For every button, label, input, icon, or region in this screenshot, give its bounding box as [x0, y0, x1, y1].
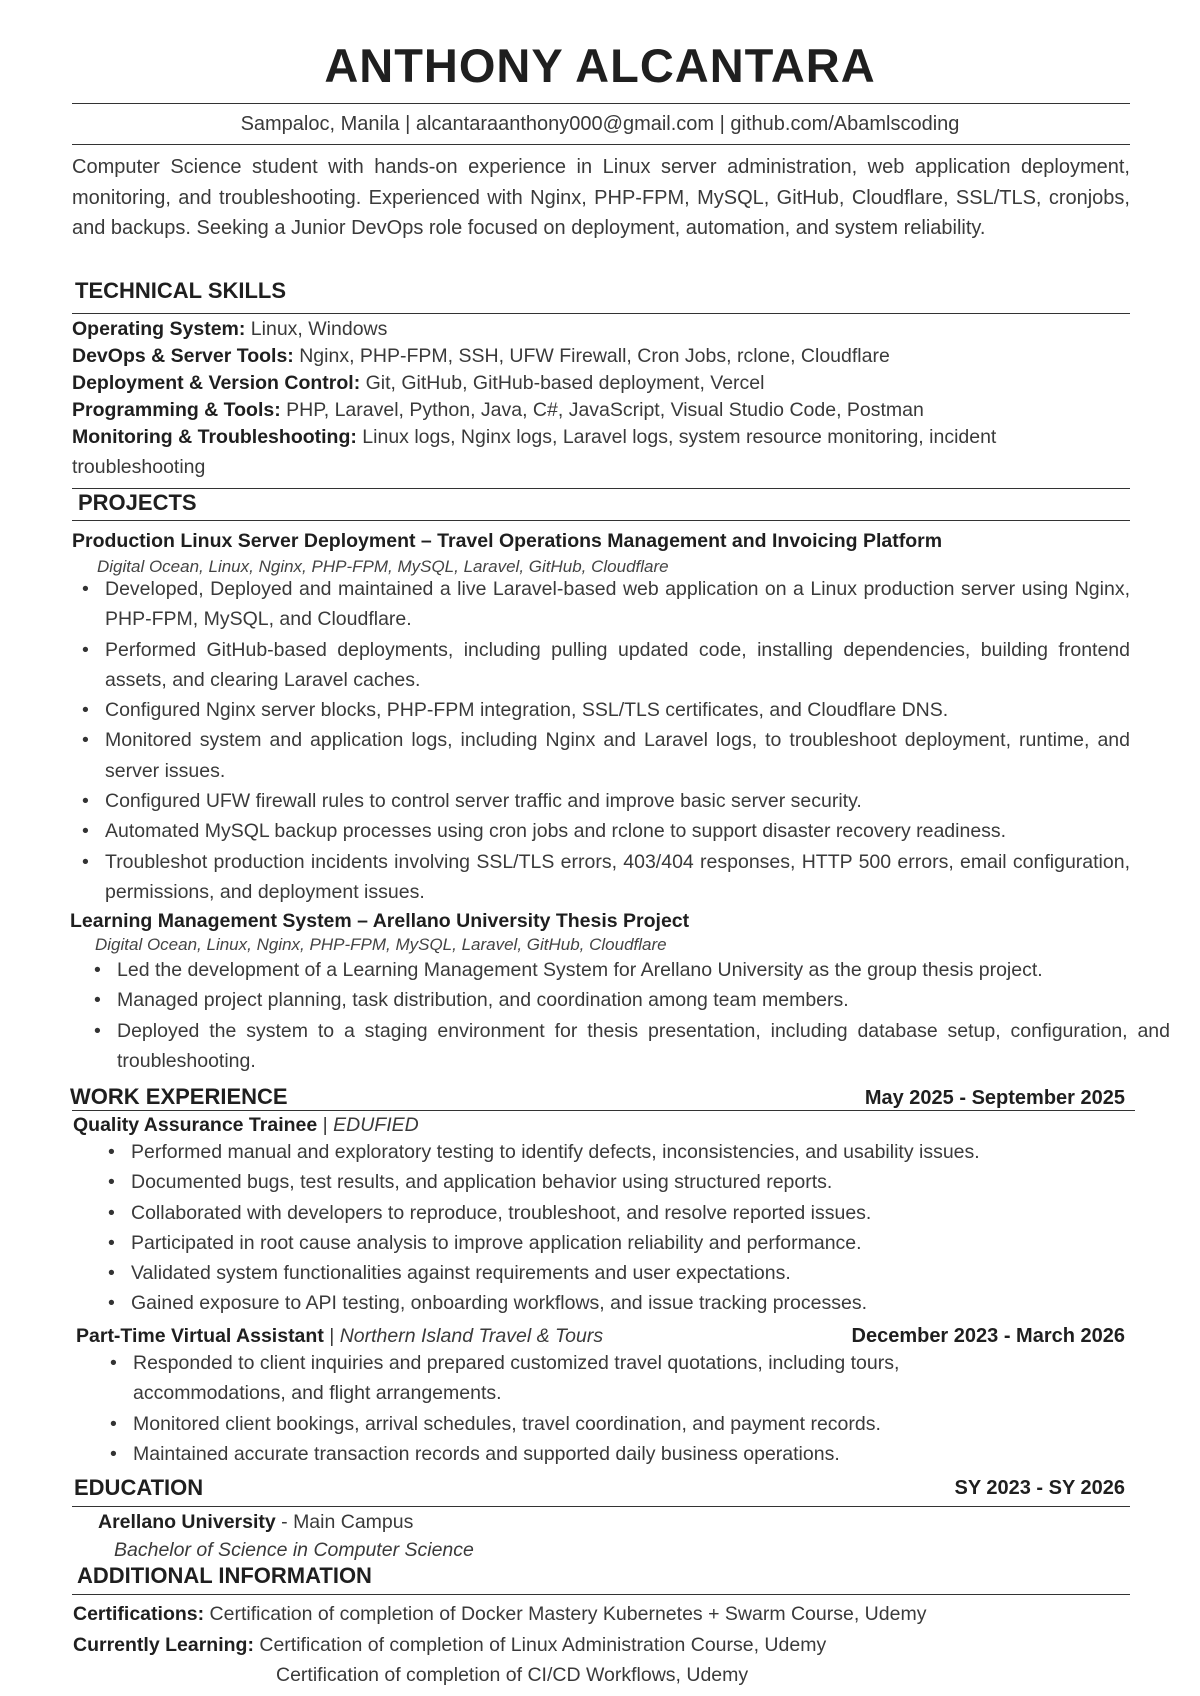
- skill-row: [72, 372, 764, 395]
- project-tech-stack: Digital Ocean, Linux, Nginx, PHP-FPM, MySQL, Laravel, GitHub, Cloudflare: [97, 557, 669, 576]
- projects-divider-top: [72, 488, 1130, 489]
- list-item: • Automated MySQL backup processes using cron jobs and rclone to support disaster recovery readiness.: [105, 816, 1130, 846]
- job-company: EDUFIED: [333, 1114, 419, 1136]
- job-bullet-list: [133, 1348, 1013, 1469]
- list-item: • Documented bugs, test results, and application behavior using structured reports.: [131, 1167, 1131, 1197]
- summary-paragraph: Computer Science student with hands-on experience in Linux server administration, web application deployment, monitoring, and troubleshooting. Experienced with Nginx, PHP-FPM, MySQL, GitHub, Cloudflare, SSL/TLS, cronjobs, and backups. Seeking a Junior DevOps role focused on deployment, automation, and system reliability.: [72, 156, 1130, 239]
- section-heading-projects: PROJECTS: [78, 490, 197, 515]
- project-tech-stack: Digital Ocean, Linux, Nginx, PHP-FPM, MySQL, Laravel, GitHub, Cloudflare: [95, 935, 667, 954]
- certifications-line: [73, 1603, 926, 1626]
- education-dates: SY 2023 - SY 2026: [954, 1477, 1125, 1499]
- list-item: • Gained exposure to API testing, onboarding workflows, and issue tracking processes.: [131, 1288, 1131, 1318]
- list-item: • Monitored client bookings, arrival schedules, travel coordination, and payment records.: [133, 1409, 1013, 1439]
- list-item: • Participated in root cause analysis to improve application reliability and performance.: [131, 1228, 1131, 1258]
- contact-line: Sampaloc, Manila | alcantaraanthony000@gmail.com | github.com/Abamlscoding: [240, 113, 960, 135]
- project-title: Learning Management System – Arellano University Thesis Project: [70, 910, 690, 932]
- project-bullet-list: [117, 955, 1170, 1076]
- list-item: • Validated system functionalities against requirements and user expectations.: [131, 1258, 1131, 1288]
- list-item: • Performed GitHub-based deployments, including pulling updated code, installing dependencies, building frontend assets, and clearing Laravel caches.: [105, 635, 1130, 696]
- section-heading-work: WORK EXPERIENCE: [70, 1084, 288, 1109]
- section-heading-skills: TECHNICAL SKILLS: [75, 278, 287, 303]
- skill-label: Programming & Tools:: [72, 399, 281, 421]
- project-title: Production Linux Server Deployment – Travel Operations Management and Invoicing Platform: [72, 530, 943, 552]
- list-item: • Troubleshot production incidents involving SSL/TLS errors, 403/404 responses, HTTP 500 errors, email configuration, permissions, and deployment issues.: [105, 847, 1130, 908]
- separator: |: [323, 1325, 340, 1347]
- job-title-line: [76, 1325, 603, 1348]
- skill-row: [72, 318, 387, 341]
- skill-continuation: troubleshooting: [72, 456, 206, 478]
- skill-label: Monitoring & Troubleshooting:: [72, 426, 357, 448]
- additional-divider: [72, 1594, 1130, 1595]
- header-divider-top: [72, 103, 1130, 104]
- header-divider-bottom: [72, 144, 1130, 145]
- skill-label: DevOps & Server Tools:: [72, 345, 294, 367]
- work-divider: [72, 1110, 1135, 1111]
- skill-label: Deployment & Version Control:: [72, 372, 361, 394]
- list-item: • Monitored system and application logs, including Nginx and Laravel logs, to troubleshoot deployment, runtime, and server issues.: [105, 725, 1130, 786]
- skills-divider: [72, 313, 1130, 314]
- skill-row: [72, 399, 924, 422]
- job-role: Quality Assurance Trainee: [73, 1114, 318, 1136]
- projects-divider: [72, 520, 1130, 521]
- section-heading-additional: ADDITIONAL INFORMATION: [77, 1563, 372, 1588]
- learning-line: [73, 1634, 826, 1657]
- skill-value: Linux logs, Nginx logs, Laravel logs, system resource monitoring, incident: [356, 426, 997, 448]
- skill-value: Linux, Windows: [245, 318, 388, 340]
- skill-label: Operating System:: [72, 318, 246, 340]
- skill-row: [72, 426, 996, 449]
- certifications-label: Certifications:: [73, 1603, 205, 1625]
- list-item: • Deployed the system to a staging environment for thesis presentation, including database setup, configuration, and troubleshooting.: [117, 1016, 1170, 1077]
- list-item: • Developed, Deployed and maintained a live Laravel-based web application on a Linux production server using Nginx, PHP-FPM, MySQL, and Cloudflare.: [105, 574, 1130, 635]
- skill-value: PHP, Laravel, Python, Java, C#, JavaScript, Visual Studio Code, Postman: [280, 399, 924, 421]
- skill-row: [72, 345, 890, 368]
- list-item: • Configured Nginx server blocks, PHP-FPM integration, SSL/TLS certificates, and Cloudflare DNS.: [105, 695, 1130, 725]
- learning-line-continued: Certification of completion of CI/CD Workflows, Udemy: [276, 1664, 749, 1686]
- candidate-name: ANTHONY ALCANTARA: [324, 39, 876, 92]
- campus: - Main Campus: [275, 1511, 414, 1533]
- job-role: Part-Time Virtual Assistant: [76, 1325, 324, 1347]
- skill-value: Nginx, PHP-FPM, SSH, UFW Firewall, Cron Jobs, rclone, Cloudflare: [293, 345, 890, 367]
- learning-value: Certification of completion of Linux Administration Course, Udemy: [253, 1634, 827, 1656]
- job-dates: May 2025 - September 2025: [864, 1087, 1125, 1109]
- learning-label: Currently Learning:: [73, 1634, 254, 1656]
- list-item: • Configured UFW firewall rules to control server traffic and improve basic server security.: [105, 786, 1130, 816]
- job-title-line: [73, 1114, 419, 1137]
- skill-value: Git, GitHub, GitHub-based deployment, Vercel: [360, 372, 765, 394]
- certifications-value: Certification of completion of Docker Mastery Kubernetes + Swarm Course, Udemy: [204, 1603, 927, 1625]
- job-dates: December 2023 - March 2026: [851, 1325, 1125, 1347]
- job-company: Northern Island Travel & Tours: [339, 1325, 604, 1347]
- section-heading-education: EDUCATION: [74, 1475, 204, 1500]
- list-item: • Collaborated with developers to reproduce, troubleshoot, and resolve reported issues.: [131, 1198, 1131, 1228]
- job-bullet-list: [131, 1137, 1131, 1319]
- project-bullet-list: [105, 574, 1130, 907]
- list-item: • Performed manual and exploratory testing to identify defects, inconsistencies, and usability issues.: [131, 1137, 1131, 1167]
- school-name: Arellano University: [98, 1511, 276, 1533]
- list-item: • Managed project planning, task distribution, and coordination among team members.: [117, 985, 1170, 1015]
- list-item: • Responded to client inquiries and prepared customized travel quotations, including tours, accommodations, and flight arrangements.: [133, 1348, 1013, 1409]
- list-item: • Maintained accurate transaction records and supported daily business operations.: [133, 1439, 1013, 1469]
- school-line: [98, 1511, 413, 1534]
- separator: |: [317, 1114, 334, 1136]
- degree: Bachelor of Science in Computer Science: [114, 1539, 474, 1561]
- list-item: • Led the development of a Learning Management System for Arellano University as the group thesis project.: [117, 955, 1170, 985]
- education-divider: [72, 1506, 1130, 1507]
